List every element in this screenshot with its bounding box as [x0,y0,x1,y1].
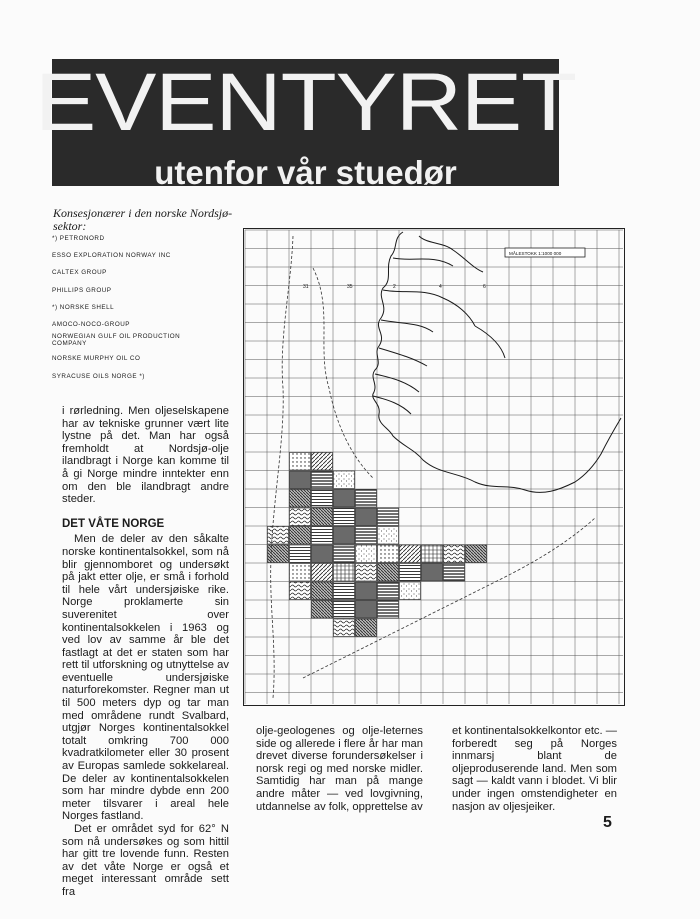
concession-block [312,601,333,619]
legend-item-name: CALTEX GROUP [52,269,107,277]
legend-item-name: PHILLIPS GROUP [52,286,112,294]
concession-block [334,564,355,582]
legend-item-name: *) PETRONORD [52,235,105,242]
intro-paragraph: i rørledning. Men oljeselskapene har av tekniske grunner vært lite lystne på det. Man har også fremholdt at Nordsjø-olje ilandbragt i Norge kan komme til å gi Norge mindre inntekter enn om den ble ilandbragt andre steder. [62,405,229,506]
concession-block [334,545,355,563]
legend-heading: Konsesjonærer i den norske Nordsjø-sektor: [53,206,233,233]
concession-block [378,582,399,600]
scale-box [505,248,585,257]
concession-block [356,508,377,526]
concession-block [444,564,465,582]
longitude-label: 35 [347,284,353,290]
concession-block [334,508,355,526]
concession-block [290,545,311,563]
legend-item [52,300,232,317]
legend-item [52,369,232,386]
legend-item [52,231,232,248]
concession-block [378,527,399,545]
subtitle: utenfor vår stuedør [154,154,457,191]
concession-block [400,582,421,600]
concession-block [334,582,355,600]
legend-item [52,351,232,368]
concession-block [356,619,377,637]
longitude-label: 6 [483,284,486,290]
scale-label: MÅLESTOKK 1:1000 000 [509,251,562,256]
paragraph: olje-geologenes og olje-leternes side og allerede i flere år har man drevet diverse forundersøkelser i norsk regi og med norske midler. Samtidig har man på mange andre måter — ved lovgivning, utdannelse av folk, opprettelse av [256,725,423,813]
concession-block [356,545,377,563]
concession-block [334,601,355,619]
concession-block [400,564,421,582]
paragraph: Men de deler av den såkalte norske kontinentalsokkel, som nå blir gjennomboret og undersøkt på jakt etter olje, er små i forhold til hele vårt undersjøiske rike. Norge proklamerte sin suverenitet over kontinentalsokkelen i 1963 og ved lov av samme år ble det fastlagt at det er staten som har rett til utforskning og utnyttelse av eventuelle undersjøiske naturforekomster. Regner man ut til 500 meters dyp og tar man med områdene rundt Svalbard, utgjør Norges kontinentalsokkel totalt omkring 700 000 kvadratkilometer eller 30 prosent av Europas samlede sokkelareal. De deler av kontinentalsokkelen som har mindre dybde enn 200 meter tilsvarer i areal hele Norges fastland. [62,533,229,823]
concession-block [334,490,355,508]
concession-block [312,508,333,526]
concession-block [356,582,377,600]
legend-item-name: *) NORSKE SHELL [52,303,115,311]
legend-item [52,334,232,351]
article-column-2 [256,725,423,813]
page-number: 5 [603,814,612,831]
legend-item-name: AMOCO-NOCO-GROUP [52,320,130,328]
concession-block [312,545,333,563]
concession-block [268,527,289,545]
paragraph: et kontinentalsokkelkontor etc. — forberedt seg på Norges innmarsj blant de oljeproduserende land. Men som sagt — kaldt vann i blodet. Vi blir under ingen omstendigheter en nasjon av oljesjeiker. [452,725,617,813]
concession-block [356,490,377,508]
concession-block [422,564,443,582]
concession-block [378,601,399,619]
concession-block [290,527,311,545]
concession-legend [52,231,232,386]
concession-block [400,545,421,563]
concession-block [312,564,333,582]
concession-block [312,582,333,600]
concession-block [312,453,333,471]
legend-item-name: ESSO EXPLORATION NORWAY INC [52,252,171,260]
main-title: EVENTYRET [34,57,577,148]
article-column-3 [452,725,617,813]
concession-block [290,471,311,489]
concession-block [356,527,377,545]
concession-block [378,564,399,582]
concession-block [312,471,333,489]
concession-block [334,619,355,637]
concession-block [378,545,399,563]
concession-block [312,490,333,508]
legend-item [52,248,232,265]
legend-item [52,317,232,334]
concession-block [466,545,487,563]
longitude-label: 31 [303,284,309,290]
concession-map [243,228,625,706]
concession-block [268,545,289,563]
concession-block [422,545,443,563]
concession-block [312,527,333,545]
concession-block [334,527,355,545]
longitude-label: 4 [439,284,442,290]
article-column-1 [62,405,229,899]
concession-block [356,564,377,582]
title-banner [34,57,577,191]
concession-block [290,453,311,471]
legend-item-name: SYRACUSE OILS NORGE *) [52,372,145,380]
concession-block [290,564,311,582]
concession-block [356,601,377,619]
concession-block [334,471,355,489]
paragraph: Det er området syd for 62° N som nå undersøkes og som hittil har gitt tre lovende funn. Resten av det våte Norge er også et meget interessant område sett fra [62,823,229,898]
concession-block [290,490,311,508]
concession-block [378,508,399,526]
section-heading: DET VÅTE NORGE [62,517,165,530]
legend-item [52,265,232,282]
legend-item-name: NORSKE MURPHY OIL CO [52,355,141,363]
concession-block [290,582,311,600]
longitude-label: 2 [393,284,396,290]
concession-block [290,508,311,526]
legend-item-name: NORWEGIAN GULF OIL PRODUCTION COMPANY [52,333,181,348]
concession-block [444,545,465,563]
legend-item [52,283,232,300]
